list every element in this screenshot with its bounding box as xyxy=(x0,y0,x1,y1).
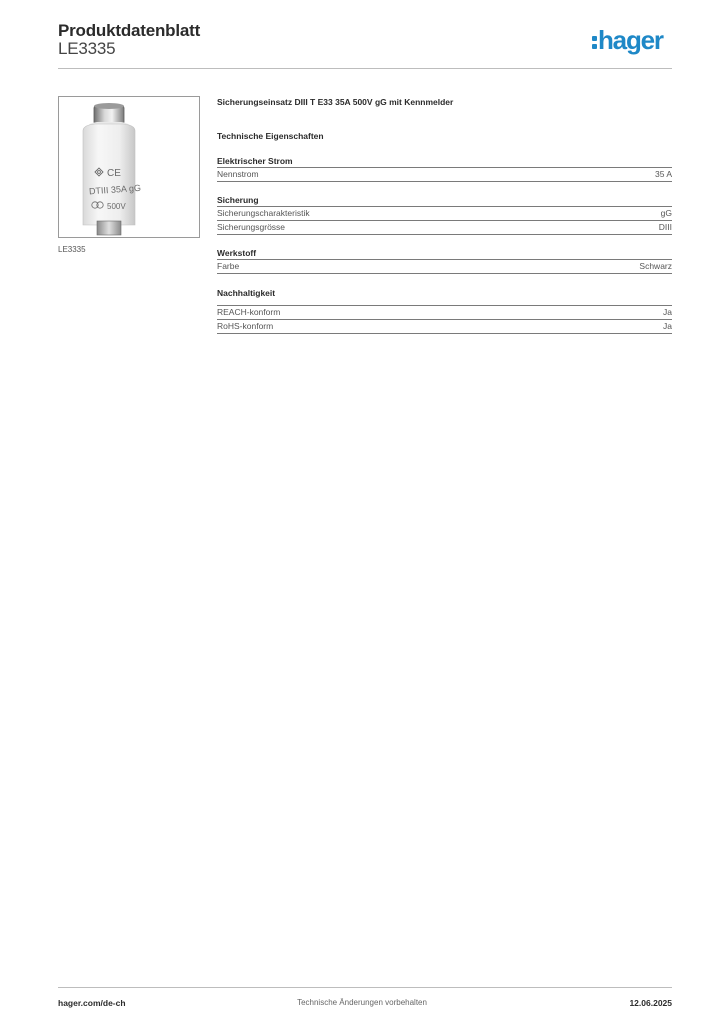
spec-row xyxy=(217,221,672,235)
footer-notice: Technische Änderungen vorbehalten xyxy=(297,998,427,1007)
image-caption: LE3335 xyxy=(58,245,86,254)
spec-group-title: Werkstoff xyxy=(217,247,672,260)
spec-row xyxy=(217,260,672,274)
spec-label: RoHS-konform xyxy=(217,321,274,331)
logo-colon-mark xyxy=(592,33,597,52)
footer-website-link[interactable]: hager.com/de-ch xyxy=(58,998,126,1008)
spec-value: Ja xyxy=(663,321,672,331)
spec-label: Farbe xyxy=(217,261,240,271)
spec-row xyxy=(217,207,672,221)
spec-value: Schwarz xyxy=(639,261,672,271)
spec-group-title: Sicherung xyxy=(217,194,672,207)
spec-group-fuse xyxy=(217,194,672,235)
page-title: Produktdatenblatt xyxy=(58,21,201,40)
fuse-voltage-text: 500V xyxy=(107,202,126,211)
spec-label: Sicherungsgrösse xyxy=(217,222,286,232)
specs-heading: Technische Eigenschaften xyxy=(217,131,324,141)
spec-label: Sicherungscharakteristik xyxy=(217,208,310,218)
product-number: LE3335 xyxy=(58,39,116,58)
spec-label: REACH-konform xyxy=(217,307,281,317)
logo-text: hager xyxy=(598,25,663,55)
hager-logo xyxy=(592,27,663,53)
footer-date: 12.06.2025 xyxy=(629,998,672,1008)
fuse-rating-text: DTIII 35A gG xyxy=(88,182,142,197)
spec-value: Ja xyxy=(663,307,672,317)
fuse-image xyxy=(59,97,199,237)
product-description: Sicherungseinsatz DIII T E33 35A 500V gG mit Kennmelder xyxy=(217,97,454,107)
product-image-frame xyxy=(58,96,200,238)
spec-label: Nennstrom xyxy=(217,169,259,179)
spec-group-material xyxy=(217,247,672,274)
header-divider xyxy=(58,68,672,69)
spec-row xyxy=(217,306,672,320)
spec-group-sustainability xyxy=(217,287,672,334)
spec-group-title: Nachhaltigkeit xyxy=(217,287,672,306)
spec-group-title: Elektrischer Strom xyxy=(217,155,672,168)
spec-value: DIII xyxy=(658,222,672,232)
spec-row xyxy=(217,168,672,182)
spec-row xyxy=(217,320,672,334)
spec-value: 35 A xyxy=(654,169,672,179)
spec-value: gG xyxy=(660,208,672,218)
footer-divider xyxy=(58,987,672,988)
fuse-ce-mark: CE xyxy=(107,168,121,179)
spec-group-electric xyxy=(217,155,672,182)
